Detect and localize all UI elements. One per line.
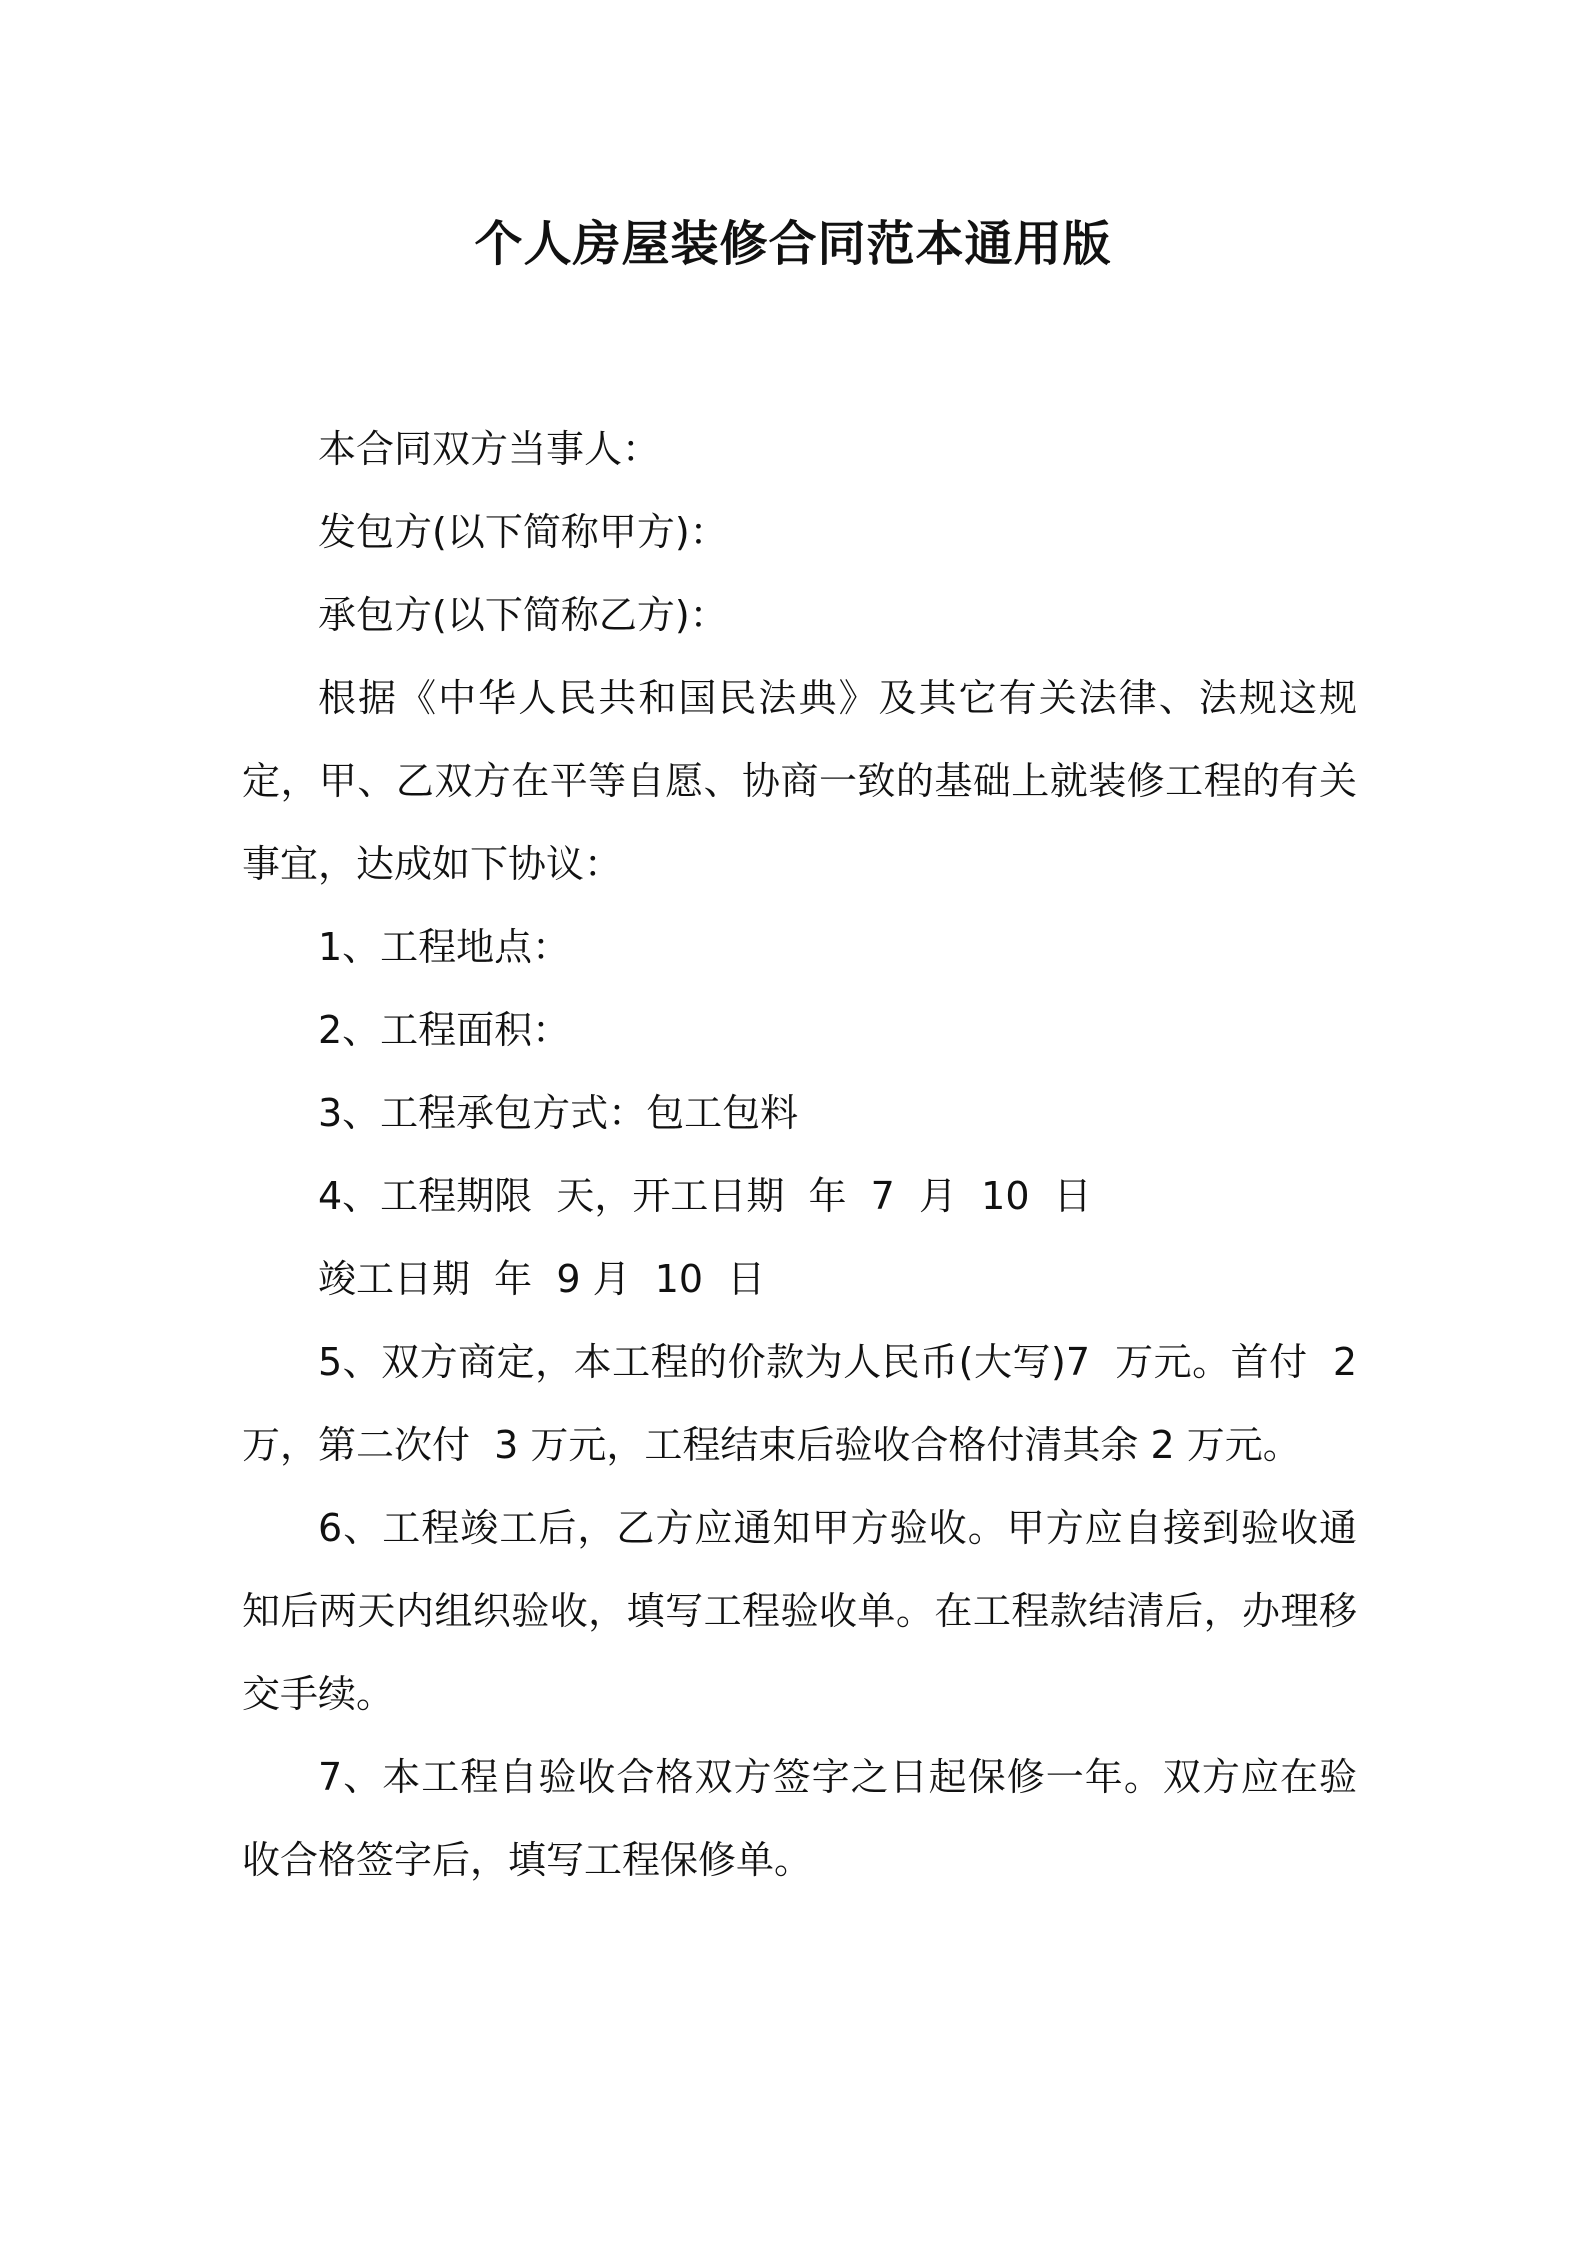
clause-7-warranty: 7、本工程自验收合格双方签字之日起保修一年。双方应在验收合格签字后，填写工程保修单。 — [242, 1755, 1357, 1882]
paragraph-parties: 本合同双方当事人： — [318, 427, 661, 471]
document-body — [242, 408, 1370, 1902]
paragraph-party-a: 发包方(以下简称甲方)： — [318, 510, 728, 554]
clause-1-location: 1、工程地点： — [318, 925, 571, 969]
paragraph-party-b: 承包方(以下简称乙方)： — [318, 593, 728, 637]
clause-5-price: 5、双方商定，本工程的价款为人民币(大写)7 万元。首付 2 万，第二次付 3 万元，工程结束后验收合格付清其余 2 万元。 — [242, 1340, 1370, 1467]
document-title: 个人房屋装修合同范本通用版 — [474, 216, 1112, 272]
clause-4-duration: 4、工程期限 天，开工日期 年 7 月 10 日 — [318, 1174, 1092, 1218]
clause-6-acceptance: 6、工程竣工后，乙方应通知甲方验收。甲方应自接到验收通知后两天内组织验收，填写工程验收单。在工程款结清后，办理移交手续。 — [242, 1506, 1357, 1716]
clause-4-completion-date: 竣工日期 年 9 月 10 日 — [318, 1257, 766, 1301]
clause-3-contract-method: 3、工程承包方式：包工包料 — [318, 1091, 799, 1135]
clause-2-area: 2、工程面积： — [318, 1008, 571, 1052]
paragraph-preamble: 根据《中华人民共和国民法典》及其它有关法律、法规这规定，甲、乙双方在平等自愿、协商一致的基础上就装修工程的有关事宜，达成如下协议： — [242, 676, 1357, 886]
